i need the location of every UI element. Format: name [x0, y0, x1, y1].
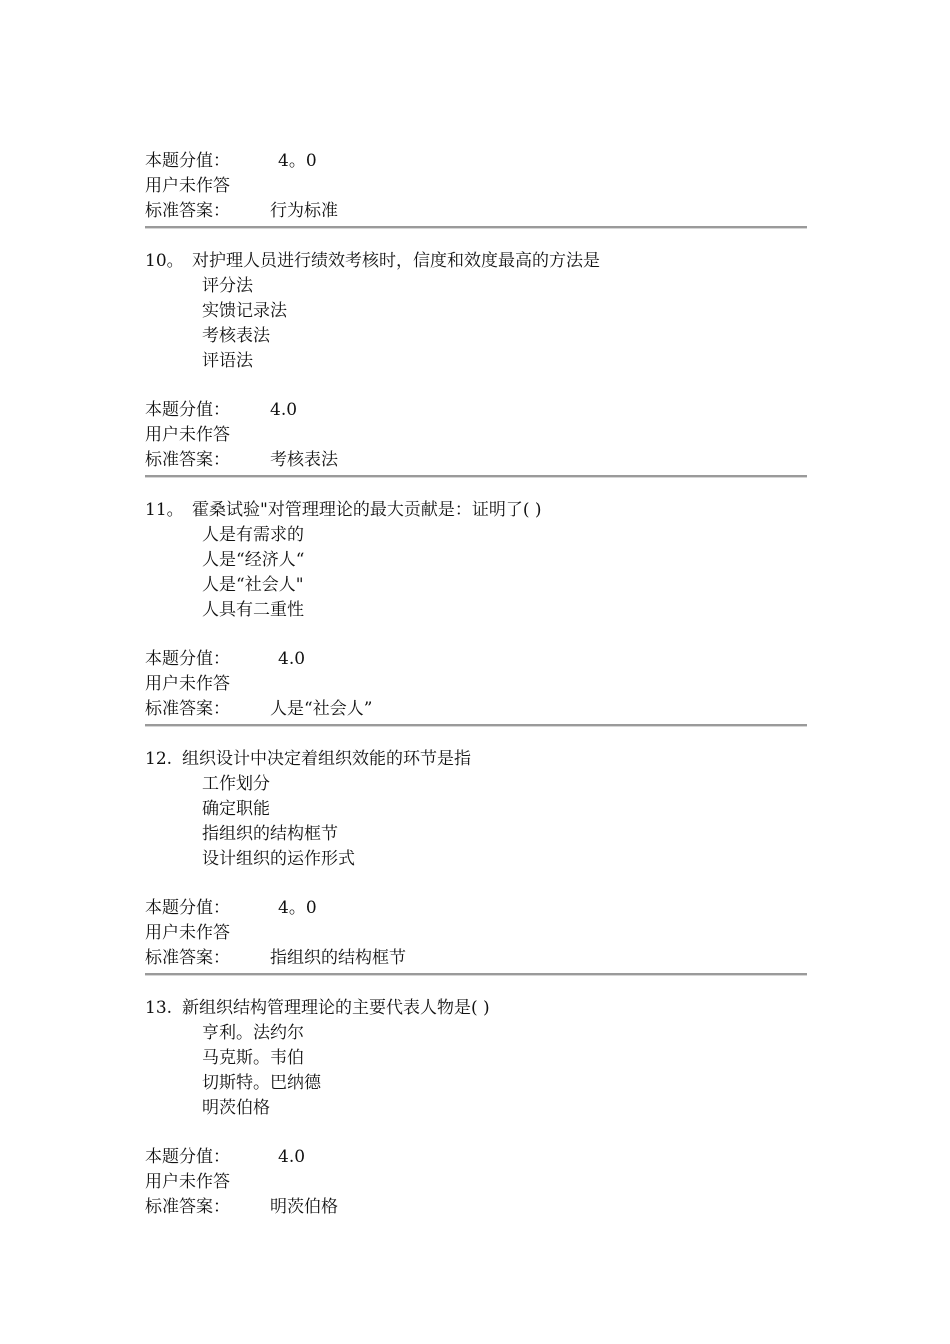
question-number: 12.	[145, 749, 173, 769]
question-text: 对护理人员进行绩效考核时，信度和效度最高的方法是	[192, 251, 600, 271]
option-item: 评分法	[202, 276, 253, 296]
option-item: 人是“经济人“	[202, 550, 305, 570]
score-label: 本题分值：	[145, 151, 230, 171]
user-unanswered: 用户未作答	[145, 425, 230, 445]
option-item: 马克斯。韦伯	[202, 1048, 304, 1068]
answer-value: 指组织的结构框节	[270, 948, 406, 968]
question-number: 13.	[145, 998, 173, 1018]
separator-rule	[145, 724, 807, 727]
question-number: 10。	[145, 251, 184, 271]
score-value: 4。0	[278, 898, 317, 918]
option-item: 考核表法	[202, 326, 270, 346]
option-item: 评语法	[202, 351, 253, 371]
option-item: 亨利。法约尔	[202, 1023, 304, 1043]
user-unanswered: 用户未作答	[145, 923, 230, 943]
question-number: 11。	[145, 500, 184, 520]
option-item: 切斯特。巴纳德	[202, 1073, 321, 1093]
separator-rule	[145, 226, 807, 229]
answer-label: 标准答案：	[145, 948, 230, 968]
user-unanswered: 用户未作答	[145, 674, 230, 694]
option-item: 人是有需求的	[202, 525, 304, 545]
option-item: 人是“社会人"	[202, 575, 304, 595]
answer-label: 标准答案：	[145, 201, 230, 221]
option-item: 确定职能	[202, 799, 270, 819]
answer-label: 标准答案：	[145, 450, 230, 470]
score-label: 本题分值：	[145, 649, 230, 669]
answer-value: 行为标准	[270, 201, 338, 221]
option-item: 设计组织的运作形式	[202, 849, 355, 869]
answer-value: 人是“社会人”	[270, 699, 373, 719]
option-item: 明茨伯格	[202, 1098, 270, 1118]
score-value: 4.0	[270, 400, 298, 420]
option-item: 工作划分	[202, 774, 270, 794]
user-unanswered: 用户未作答	[145, 1172, 230, 1192]
option-item: 人具有二重性	[202, 600, 304, 620]
user-unanswered: 用户未作答	[145, 176, 230, 196]
score-label: 本题分值：	[145, 400, 230, 420]
score-label: 本题分值：	[145, 898, 230, 918]
answer-value: 考核表法	[270, 450, 338, 470]
question-text: 组织设计中决定着组织效能的环节是指	[182, 749, 471, 769]
question-text: 新组织结构管理理论的主要代表人物是( )	[182, 998, 490, 1018]
score-value: 4。0	[278, 151, 317, 171]
score-value: 4.0	[278, 649, 306, 669]
score-label: 本题分值：	[145, 1147, 230, 1167]
question-text: 霍桑试验"对管理理论的最大贡献是：证明了( )	[192, 500, 542, 520]
answer-value: 明茨伯格	[270, 1197, 338, 1217]
score-value: 4.0	[278, 1147, 306, 1167]
answer-label: 标准答案：	[145, 1197, 230, 1217]
option-item: 实馈记录法	[202, 301, 287, 321]
answer-label: 标准答案：	[145, 699, 230, 719]
separator-rule	[145, 475, 807, 478]
separator-rule	[145, 973, 807, 976]
option-item: 指组织的结构框节	[202, 824, 338, 844]
